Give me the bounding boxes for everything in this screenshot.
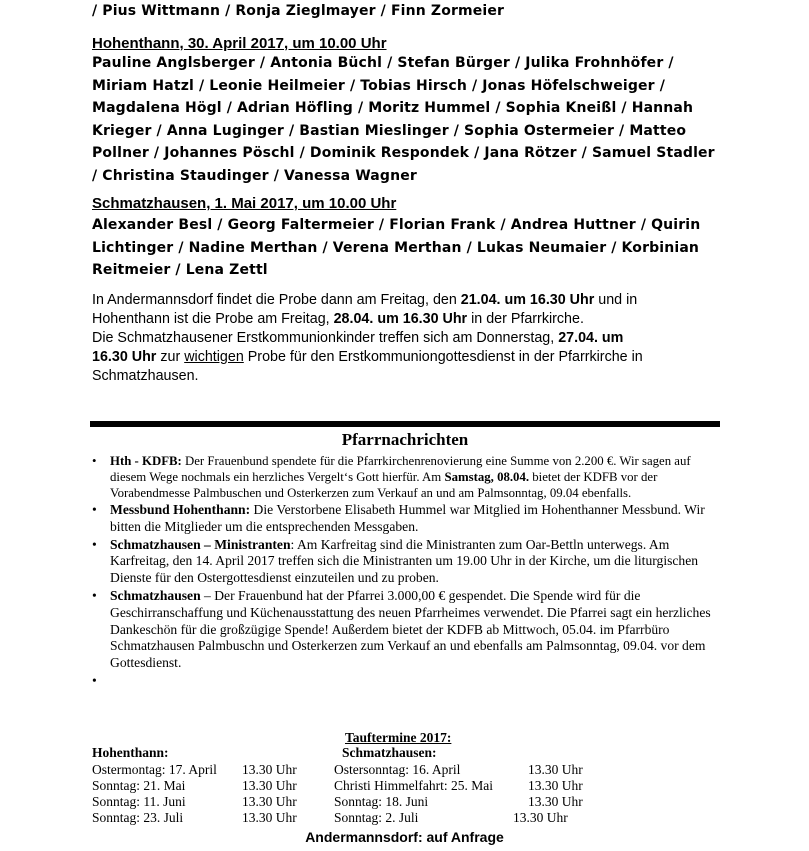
bullet-icon: • bbox=[92, 672, 97, 688]
news-list bbox=[92, 453, 724, 691]
news-item-schmatzhausen-frauenbund: • Schmatzhausen – Der Frauenbund hat der Pfarrei 3.000,00 € gespendet. Die Spende wird für die Geschirranschaffung und Küchenausstattung des neuen Pfarrheimes verwendet. Die Pfarrei sagt ein herzliches Dankeschön für die großzügige Spende! Außerdem bietet der KDFB ab Mittwoch, 05.04. im Pfarrbüro Schmatzhausen Palmbuschn und Osterkerzen zum Verkauf an und ebenfalls am Palmsonntag, 09.04. vor dem Gottesdienst. bbox=[92, 587, 711, 671]
news-item-ministranten: • Schmatzhausen – Ministranten: Am Karfreitag sind die Ministranten zum Oar-Bettln unterwegs. Am Karfreitag, den 14. April 2017 treffen sich die Ministranten um 19.00 Uhr in der Kirche, um die liturgischen Dienste für den Ostergottesdienst einzuteilen und zu proben. bbox=[92, 536, 699, 586]
tauf-time: 13.30 Uhr bbox=[242, 762, 297, 777]
tauf-head-hohenthann: Hohenthann: bbox=[92, 745, 169, 760]
tauf-date: Ostersonntag: 16. April bbox=[334, 762, 461, 777]
tauf-time: 13.30 Uhr bbox=[528, 762, 583, 777]
news-item-empty bbox=[92, 673, 724, 690]
name-line: Alexander Besl / Georg Faltermeier / Florian Frank / Andrea Huttner / Quirin bbox=[92, 217, 701, 233]
rehearsal-line: Hohenthann ist die Probe am Freitag, 28.04. um 16.30 Uhr in der Pfarrkirche. bbox=[92, 311, 584, 327]
tauf-time: 13.30 Uhr bbox=[528, 778, 583, 793]
tauf-time: 13.30 Uhr bbox=[513, 810, 568, 825]
tauf-head-schmatzhausen: Schmatzhausen: bbox=[342, 745, 437, 760]
name-line: Lichtinger / Nadine Merthan / Verena Merthan / Lukas Neumaier / Korbinian bbox=[92, 239, 700, 256]
tauf-time: 13.30 Uhr bbox=[242, 810, 297, 825]
name-list-hohenthann bbox=[92, 52, 722, 187]
tauf-date: Sonntag: 21. Mai bbox=[92, 778, 186, 793]
rehearsal-line: In Andermannsdorf findet die Probe dann am Freitag, den 21.04. um 16.30 Uhr und in bbox=[92, 292, 638, 308]
rehearsal-line: 16.30 Uhr zur wichtigen Probe für den Erstkommuniongottesdienst in der Pfarrkirche in bbox=[92, 349, 643, 365]
tauf-time: 13.30 Uhr bbox=[528, 794, 583, 809]
name-line: Magdalena Högl / Adrian Höfling / Moritz Hummel / Sophia Kneißl / Hannah bbox=[92, 100, 694, 116]
tauf-date: Ostermontag: 17. April bbox=[92, 762, 217, 777]
name-list-continuation: / Pius Wittmann / Ronja Zieglmayer / Finn Zormeier bbox=[92, 3, 505, 19]
tauf-date: Sonntag: 11. Juni bbox=[92, 794, 186, 809]
name-line: / Christina Staudinger / Vanessa Wagner bbox=[92, 167, 417, 184]
name-line: Krieger / Anna Luginger / Bastian Mieslinger / Sophia Ostermeier / Matteo bbox=[92, 122, 687, 139]
bullet-icon: • bbox=[92, 454, 97, 468]
tauf-date: Sonntag: 2. Juli bbox=[334, 810, 419, 825]
tauf-date: Christi Himmelfahrt: 25. Mai bbox=[334, 778, 493, 793]
rehearsal-line: Schmatzhausen. bbox=[92, 368, 199, 384]
name-line: Pauline Anglsberger / Antonia Büchl / Stefan Bürger / Julika Frohnhöfer / bbox=[92, 55, 674, 71]
section-title-pfarrnachrichten: Pfarrnachrichten bbox=[341, 430, 469, 449]
bullet-icon: • bbox=[92, 536, 97, 552]
name-list-schmatzhausen bbox=[92, 214, 722, 282]
section-divider bbox=[90, 421, 720, 427]
tauftermine-title: Tauftermine 2017: bbox=[345, 730, 452, 745]
bullet-icon: • bbox=[92, 587, 97, 603]
rehearsal-paragraph bbox=[92, 291, 732, 386]
bullet-icon: • bbox=[92, 502, 97, 517]
news-item-messbund: • Messbund Hohenthann: Die Verstorbene Elisabeth Hummel war Mitglied im Hohenthanner Messbund. Wir bitten die Mitglieder um die entsprechenden Messgaben. bbox=[92, 502, 705, 534]
tauf-time: 13.30 Uhr bbox=[242, 794, 297, 809]
tauf-date: Sonntag: 18. Juni bbox=[334, 794, 429, 809]
rehearsal-line: Die Schmatzhausener Erstkommunionkinder treffen sich am Donnerstag, 27.04. um bbox=[92, 330, 624, 346]
news-item-hth-kdfb: • Hth - KDFB: Der Frauenbund spendete für die Pfarrkirchenrenovierung eine Summe von 2.200 €. Wir sagen auf diesem Wege nochmals ein herzliches Vergelt‘s Gott hierfür. Am Samstag, 08.04. bietet der KDFB vor der Vorabendmesse Palmbuschen und Osterkerzen zum Verkauf an und am Palmsonntag, 09.04 ebenfalls. bbox=[92, 454, 691, 500]
footer-andermannsdorf: Andermannsdorf: auf Anfrage bbox=[305, 829, 504, 845]
group-heading-hohenthann: Hohenthann, 30. April 2017, um 10.00 Uhr bbox=[92, 35, 387, 52]
name-line: Miriam Hatzl / Leonie Heilmeier / Tobias Hirsch / Jonas Höfelschweiger / bbox=[92, 77, 665, 94]
group-heading-schmatzhausen: Schmatzhausen, 1. Mai 2017, um 10.00 Uhr bbox=[92, 195, 397, 212]
tauf-time: 13.30 Uhr bbox=[242, 778, 297, 793]
name-line: Reitmeier / Lena Zettl bbox=[92, 262, 268, 278]
name-line: Pollner / Johannes Pöschl / Dominik Respondek / Jana Rötzer / Samuel Stadler bbox=[92, 145, 715, 161]
tauf-date: Sonntag: 23. Juli bbox=[92, 810, 184, 825]
